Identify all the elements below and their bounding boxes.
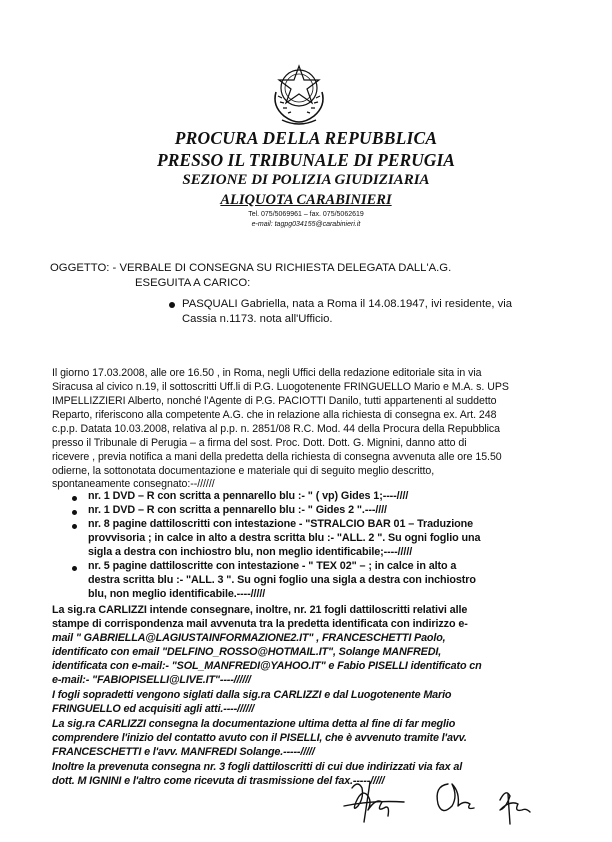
header-email: e-mail: tagpg034155@carabinieri.it — [251, 221, 361, 228]
header-tribunale: PRESSO IL TRIBUNALE DI PERUGIA — [157, 150, 455, 170]
subject-person-line-1: PASQUALI Gabriella, nata a Roma il 14.08.1947, ivi residente, via — [182, 298, 513, 310]
carlizzi-line: stampe di corrispondenza mail avvenuta tra la predetta identificata con indirizzo e- — [52, 618, 468, 630]
subject-oggetto: OGGETTO: - VERBALE DI CONSEGNA SU RICHIESTA DELEGATA DALL'A.G. — [50, 262, 452, 274]
email-line: e-mail:- "FABIOPISELLI@LIVE.IT"----////// — [52, 674, 251, 686]
subject-eseguita: ESEGUITA A CARICO: — [135, 277, 251, 289]
email-line: identificato con email "DELFINO_ROSSO@HOTMAIL.IT", Solange MANFREDI, — [52, 646, 442, 658]
bullet-icon — [72, 524, 77, 529]
header-sezione: SEZIONE DI POLIZIA GIUDIZIARIA — [182, 172, 430, 188]
body-line: Il giorno 17.03.2008, alle ore 16.50 , in Roma, negli Uffici della redazione editoriale sita in via — [52, 367, 482, 379]
email-line: identificata con e-mail:- "SOL_MANFREDI@YAHOO.IT" e Fabio PISELLI identificato cn — [52, 660, 482, 672]
body-line: ricevere , previa notifica a mani della predetta della richiesta di consegna avvenuta alle ore 15.50 — [52, 451, 502, 463]
handwritten-signatures — [330, 770, 560, 830]
header-phone: Tel. 075/5069961 – fax. 075/5062619 — [248, 211, 364, 218]
item-pages-5-line-3: blu, non meglio identificabile.----///// — [88, 588, 266, 600]
body-line: presso il Tribunale di Perugia – a firma del sost. Proc. Dott. Dott. G. Mignini, danno atto di — [52, 437, 467, 449]
signed-sheets-line: I fogli sopradetti vengono siglati dalla sig.ra CARLIZZI e dal Luogotenente Mario — [52, 689, 452, 701]
email-line: mail " GABRIELLA@LAGIUSTAINFORMAZIONE2.IT" , FRANCESCHETTI Paolo, — [52, 632, 446, 644]
body-line: IMPELLIZZIERI Alberto, nonché l'Agente di P.G. PACIOTTI Danilo, tutti appartenenti al suddetto — [52, 395, 497, 407]
item-pages-8-line-2: provvisoria ; in calce in alto a destra scritta blu :- "ALL. 2 ". Su ogni foglio una — [88, 532, 481, 544]
contact-line: FRANCESCHETTI e l'avv. MANFREDI Solange.-----///// — [52, 746, 315, 758]
item-pages-5-line-1: nr. 5 pagine dattiloscritte con intestazione - " TEX 02" – ; in calce in alto a — [88, 560, 457, 572]
header-aliquota: ALIQUOTA CARABINIERI — [220, 192, 392, 208]
bullet-icon — [169, 302, 175, 308]
body-line: c.p.p. Datata 10.03.2008, relativa al p.p. n. 2851/08 R.C. Mod. 44 della Procura della Repubblica — [52, 423, 501, 435]
republic-emblem-icon — [268, 62, 330, 128]
fax-line: Inoltre la prevenuta consegna nr. 3 fogli dattiloscritti di cui due indirizzati via fax al — [52, 761, 463, 773]
body-line: Reparto, riferiscono alla competente A.G. che in relazione alla richiesta di consegna ex. Art. 248 — [52, 409, 497, 421]
signed-sheets-line: FRINGUELLO ed acquisiti agli atti.----////// — [52, 703, 255, 715]
bullet-icon — [72, 496, 77, 501]
bullet-icon — [72, 566, 77, 571]
contact-line: La sig.ra CARLIZZI consegna la documentazione ultima detta al fine di far meglio — [52, 718, 456, 730]
contact-line: comprendere l'inizio del contatto avuto con il PISELLI, che è avvenuto tramite l'avv. — [52, 732, 467, 744]
item-pages-8-line-3: sigla a destra con inchiostro blu, non meglio identificabile;----///// — [88, 546, 413, 558]
item-dvd-2: nr. 1 DVD – R con scritta a pennarello blu :- " Gides 2 ".---//// — [88, 504, 387, 516]
body-line: Siracusa al civico n.19, il sottoscritti Uff.li di P.G. Luogotenente FRINGUELLO Mario e M.A. s. UPS — [52, 381, 509, 393]
item-pages-5-line-2: destra scritta blu :- "ALL. 3 ". Su ogni foglio una sigla a destra con inchiostro — [88, 574, 476, 586]
carlizzi-line: La sig.ra CARLIZZI intende consegnare, inoltre, nr. 21 fogli dattiloscritti relativi alle — [52, 604, 468, 616]
item-dvd-1: nr. 1 DVD – R con scritta a pennarello blu :- " ( vp) Gides 1;----//// — [88, 490, 409, 502]
header-procura: PROCURA DELLA REPUBBLICA — [174, 128, 438, 148]
item-pages-8-line-1: nr. 8 pagine dattiloscritti con intestazione - "STRALCIO BAR 01 – Traduzione — [88, 518, 474, 530]
fax-line: dott. M IGNINI e l'altro come ricevuta di trasmissione del fax.-----///// — [52, 775, 385, 787]
bullet-icon — [72, 510, 77, 515]
body-line: spontaneamente consegnato:--////// — [52, 478, 215, 490]
body-line: odierne, la sottonotata documentazione e materiale qui di seguito meglio descritto, — [52, 465, 435, 477]
subject-person-line-2: Cassia n.1173. nota all'Ufficio. — [182, 313, 333, 325]
